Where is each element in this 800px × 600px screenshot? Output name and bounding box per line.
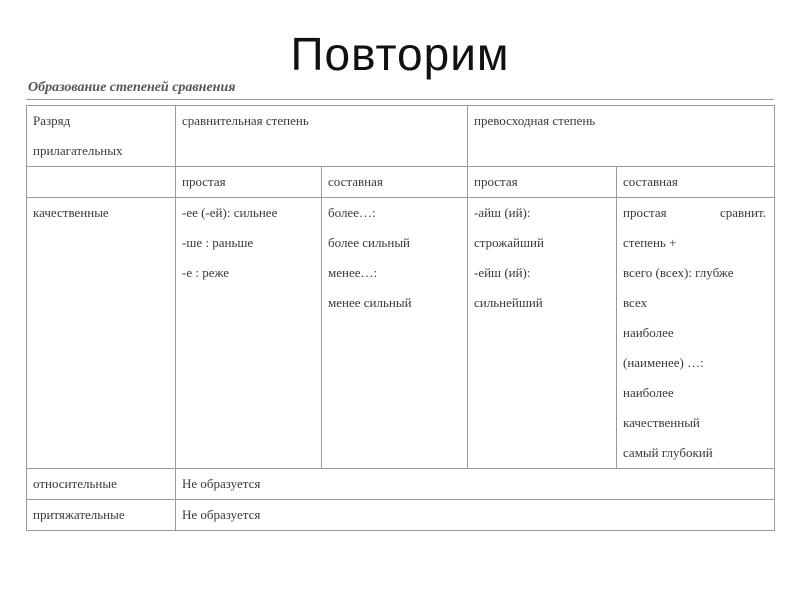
table-caption: Образование степеней сравнения	[28, 80, 236, 95]
list-item: -ее (-ей): сильнее	[182, 205, 278, 220]
header-category-cell	[27, 106, 176, 167]
list-item-justified	[623, 198, 774, 228]
list-item-part: сравнит.	[719, 205, 767, 220]
relative-label: относительные	[27, 469, 176, 500]
subheader-comparative-simple: простая	[176, 167, 322, 198]
list-item: менее сильный	[328, 295, 412, 310]
table-subheader-row	[27, 167, 775, 198]
list-item: более сильный	[328, 235, 411, 250]
list-item: более…:	[328, 205, 376, 220]
list-item: (наименее) …:	[623, 355, 704, 370]
list-item: -айш (ий):	[474, 205, 531, 220]
possessive-label: притяжательные	[27, 500, 176, 531]
header-comparative-label: сравнительная степень	[182, 113, 309, 128]
list-item-part: простая	[623, 205, 667, 220]
list-item: качественный	[623, 415, 700, 430]
qualitative-label: качественные	[33, 205, 109, 220]
list-item: строжайший	[474, 235, 544, 250]
header-superlative-label: превосходная степень	[474, 113, 596, 128]
header-superlative-cell	[468, 106, 775, 167]
subheader-comparative-compound: составная	[322, 167, 468, 198]
list-item: всех	[623, 295, 648, 310]
header-category-line2: прилагательных	[33, 143, 123, 158]
table-row-possessive	[27, 500, 775, 531]
table-row-relative	[27, 469, 775, 500]
table-row-qualitative	[27, 198, 775, 469]
list-item: сильнейший	[474, 295, 543, 310]
list-item: всего (всех): глубже	[623, 265, 734, 280]
slide-title: Повторим	[290, 28, 510, 80]
list-item: самый глубокий	[623, 445, 713, 460]
list-item: -ейш (ий):	[474, 265, 531, 280]
list-item: менее…:	[328, 265, 378, 280]
qualitative-label-cell	[27, 198, 176, 469]
list-item: -ше : раньше	[182, 235, 254, 250]
qualitative-superlative-compound-cell	[617, 198, 775, 469]
subheader-empty-cell	[27, 167, 176, 198]
relative-value: Не образуется	[176, 469, 775, 500]
header-comparative-cell	[176, 106, 468, 167]
qualitative-superlative-simple-cell	[468, 198, 617, 469]
table-header-row	[27, 106, 775, 167]
degrees-of-comparison-table	[26, 105, 775, 531]
subheader-superlative-simple: простая	[468, 167, 617, 198]
list-item: наиболее	[623, 385, 674, 400]
list-item: наиболее	[623, 325, 674, 340]
qualitative-comparative-compound-cell	[322, 198, 468, 469]
header-category-line1: Разряд	[33, 113, 71, 128]
subheader-superlative-compound: составная	[617, 167, 775, 198]
list-item: степень +	[623, 235, 677, 250]
qualitative-comparative-simple-cell	[176, 198, 322, 469]
possessive-value: Не образуется	[176, 500, 775, 531]
caption-divider	[26, 99, 774, 100]
list-item: -е : реже	[182, 265, 230, 280]
